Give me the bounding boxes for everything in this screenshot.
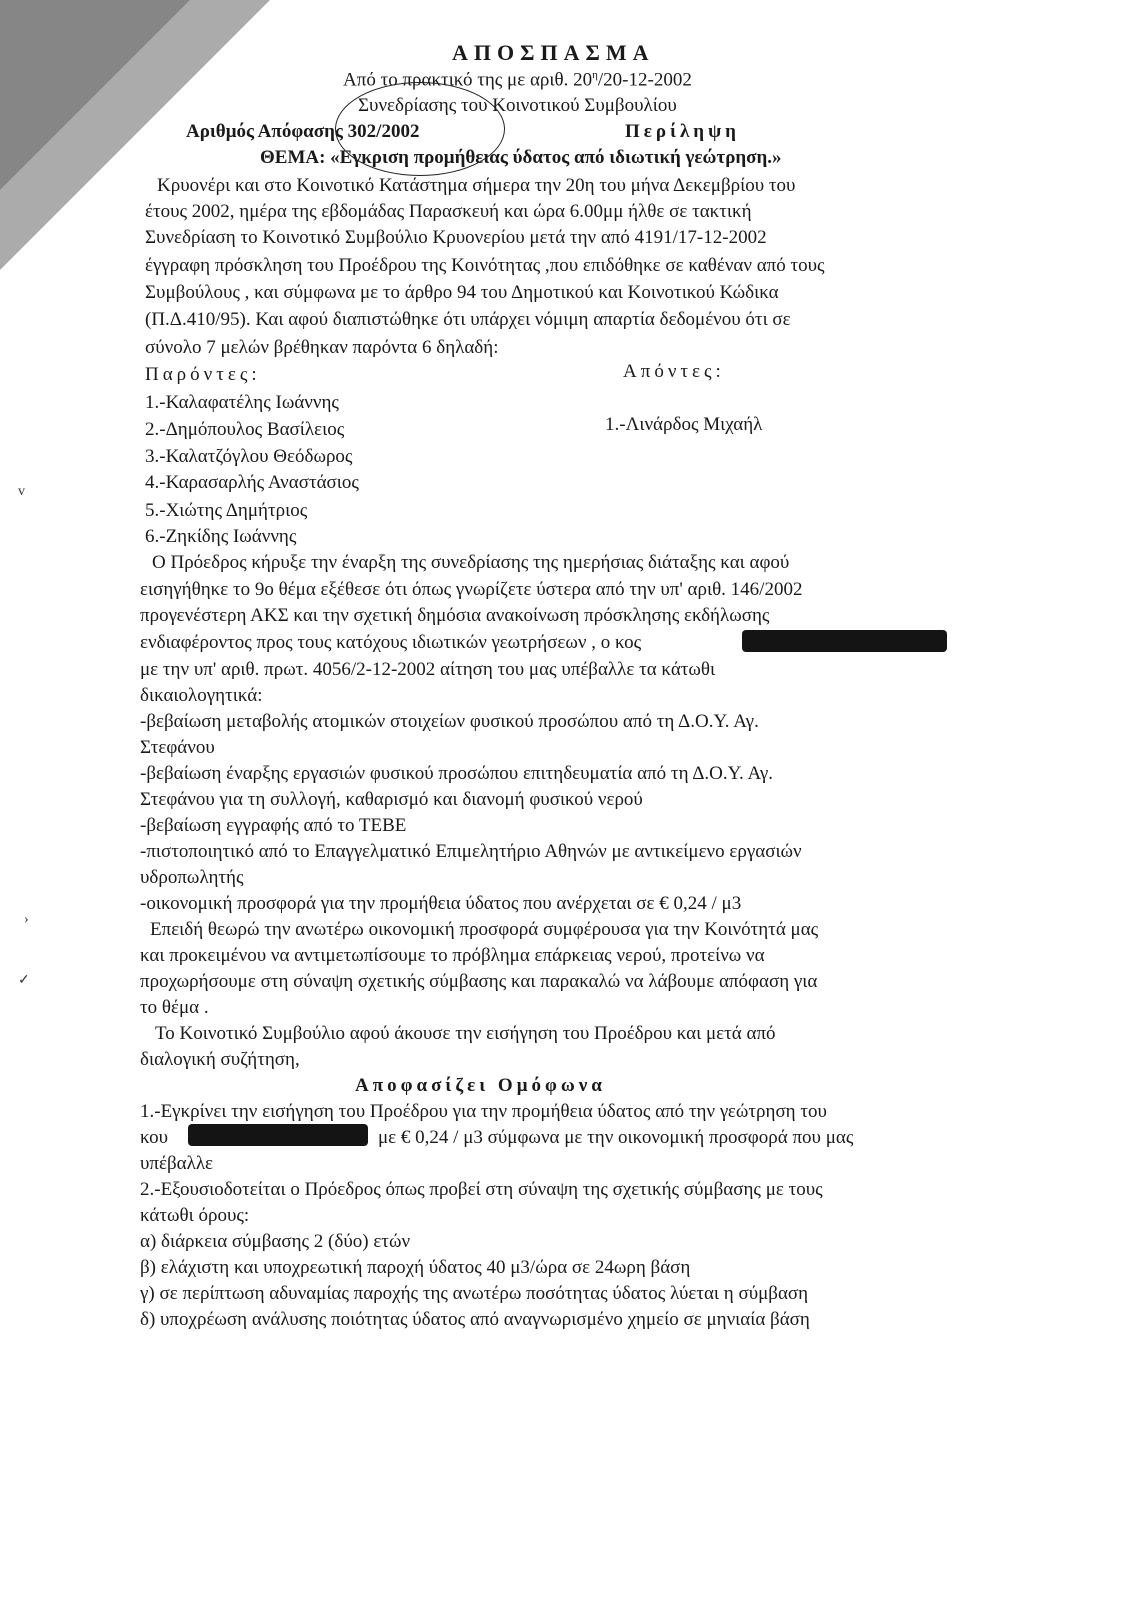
- present-heading: Παρόντες:: [145, 364, 261, 385]
- decision-line: υπέβαλλε: [140, 1153, 214, 1174]
- decision-line: κάτωθι όρους:: [140, 1205, 250, 1226]
- body-line: -πιστοποιητικό από το Επαγγελματικό Επιμελητήριο Αθηνών με αντικείμενο εργασιών: [140, 841, 802, 862]
- body-line: -βεβαίωση έναρξης εργασιών φυσικού προσώπου επιτηδευματία από τη Δ.Ο.Υ. Αγ.: [140, 763, 774, 784]
- intro-line: Συνεδρίαση το Κοινοτικό Συμβούλιο Κρυονερίου μετά την από 4191/17-12-2002: [145, 227, 767, 248]
- decision-number: Αριθμός Απόφασης 302/2002: [186, 121, 420, 142]
- body-line: Το Κοινοτικό Συμβούλιο αφού άκουσε την εισήγηση του Προέδρου και μετά από: [155, 1023, 776, 1044]
- intro-line: έτους 2002, ημέρα της εβδομάδας Παρασκευή και ώρα 6.00μμ ήλθε σε τακτική: [145, 201, 752, 222]
- body-line: Επειδή θεωρώ την ανωτέρω οικονομική προσφορά συμφέρουσα για την Κοινότητά μας: [150, 919, 819, 940]
- handwritten-circle: [335, 82, 505, 176]
- document-title: ΑΠΟΣΠΑΣΜΑ: [452, 40, 655, 65]
- present-member: 5.-Χιώτης Δημήτριος: [145, 500, 308, 521]
- decision-line: με € 0,24 / μ3 σύμφωνα με την οικονομική προσφορά που μας: [378, 1127, 854, 1148]
- absent-member: 1.-Λινάρδος Μιχαήλ: [605, 414, 763, 435]
- present-member: 6.-Ζηκίδης Ιωάννης: [145, 526, 297, 547]
- body-line: δικαιολογητικά:: [140, 685, 263, 706]
- intro-line: Συμβούλους , και σύμφωνα με το άρθρο 94 του Δημοτικού και Κοινοτικού Κώδικα: [145, 282, 779, 303]
- redacted-name: [188, 1124, 368, 1146]
- session-reference: Συνεδρίασης του Κοινοτικού Συμβουλίου: [358, 95, 677, 116]
- scan-corner-shadow-dark: [0, 0, 190, 190]
- decision-line: α) διάρκεια σύμβασης 2 (δύο) ετών: [140, 1231, 411, 1252]
- decision-line: β) ελάχιστη και υποχρεωτική παροχή ύδατος 40 μ3/ώρα σε 24ωρη βάση: [140, 1257, 691, 1278]
- present-member: 3.-Καλατζόγλου Θεόδωρος: [145, 446, 353, 467]
- decision-heading: Αποφασίζει Ομόφωνα: [355, 1075, 606, 1096]
- decision-line: 2.-Εξουσιοδοτείται ο Πρόεδρος όπως προβεί στη σύναψη της σχετικής σύμβασης με τους: [140, 1179, 823, 1200]
- body-line: Στεφάνου για τη συλλογή, καθαρισμό και διανομή φυσικού νερού: [140, 789, 643, 810]
- present-member: 2.-Δημόπουλος Βασίλειος: [145, 419, 345, 440]
- decision-line: γ) σε περίπτωση αδυναμίας παροχής της ανωτέρω ποσότητας ύδατος λύεται η σύμβαση: [140, 1283, 809, 1304]
- present-member: 1.-Καλαφατέλης Ιωάννης: [145, 392, 339, 413]
- intro-line: (Π.Δ.410/95). Και αφού διαπιστώθηκε ότι υπάρχει νόμιμη απαρτία δεδομένου ότι σε: [145, 309, 791, 330]
- body-line: προγενέστερη ΑΚΣ και την σχετική δημόσια ανακοίνωση πρόσκλησης εκδήλωσης: [140, 605, 770, 626]
- intro-line: έγγραφη πρόσκληση του Προέδρου της Κοινότητας ,που επιδόθηκε σε καθέναν από τους: [145, 255, 825, 276]
- minutes-reference-sup: η: [592, 69, 598, 81]
- minutes-reference-text: Από το πρακτικό της με αριθ. 20: [343, 69, 593, 91]
- body-line: εισηγήθηκε το 9ο θέμα εξέθεσε ότι όπως γνωρίζετε ύστερα από την υπ' αριθ. 146/2002: [140, 579, 803, 600]
- body-line: και προκειμένου να αντιμετωπίσουμε το πρόβλημα επάρκειας νερού, προτείνω να: [140, 945, 765, 966]
- body-line: Ο Πρόεδρος κήρυξε την έναρξη της συνεδρίασης της ημερήσιας διάταξης και αφού: [152, 552, 790, 573]
- body-line: υδροπωλητής: [140, 867, 244, 888]
- body-line: το θέμα .: [140, 997, 209, 1018]
- scan-speck: v: [18, 484, 25, 499]
- body-line: διαλογική συζήτηση,: [140, 1049, 300, 1070]
- body-line: -βεβαίωση μεταβολής ατομικών στοιχείων φυσικού προσώπου από τη Δ.Ο.Υ. Αγ.: [140, 711, 759, 732]
- intro-line: Κρυονέρι και στο Κοινοτικό Κατάστημα σήμερα την 20η του μήνα Δεκεμβρίου του: [157, 175, 796, 196]
- intro-line: σύνολο 7 μελών βρέθηκαν παρόντα 6 δηλαδή:: [145, 337, 499, 358]
- redacted-name: [742, 630, 947, 652]
- decision-line: 1.-Εγκρίνει την εισήγηση του Προέδρου για την προμήθεια ύδατος από την γεώτρηση του: [140, 1101, 827, 1122]
- scan-speck: ✓: [18, 973, 30, 988]
- subject-line: ΘΕΜΑ: «Εγκριση προμήθειας ύδατος από ιδιωτική γεώτρηση.»: [260, 147, 782, 168]
- summary-label: Περίληψη: [625, 121, 740, 142]
- decision-line: δ) υποχρέωση ανάλυσης ποιότητας ύδατος από αναγνωρισμένο χημείο σε μηνιαία βάση: [140, 1309, 810, 1330]
- body-line: Στεφάνου: [140, 737, 215, 758]
- absent-heading: Απόντες:: [623, 361, 725, 382]
- body-line: -βεβαίωση εγγραφής από το ΤΕΒΕ: [140, 815, 407, 836]
- body-line: ενδιαφέροντος προς τους κατόχους ιδιωτικών γεωτρήσεων , ο κος: [140, 632, 642, 653]
- minutes-reference-date: /20-12-2002: [597, 69, 692, 91]
- body-line: -οικονομική προσφορά για την προμήθεια ύδατος που ανέρχεται σε € 0,24 / μ3: [140, 893, 742, 914]
- body-line: με την υπ' αριθ. πρωτ. 4056/2-12-2002 αίτηση του μας υπέβαλλε τα κάτωθι: [140, 659, 716, 680]
- present-member: 4.-Καρασαρλής Αναστάσιος: [145, 472, 359, 493]
- decision-line: κου: [140, 1127, 169, 1148]
- body-line: προχωρήσουμε στη σύναψη σχετικής σύμβασης και παρακαλώ να λάβουμε απόφαση για: [140, 971, 818, 992]
- scan-speck: ›: [24, 912, 29, 927]
